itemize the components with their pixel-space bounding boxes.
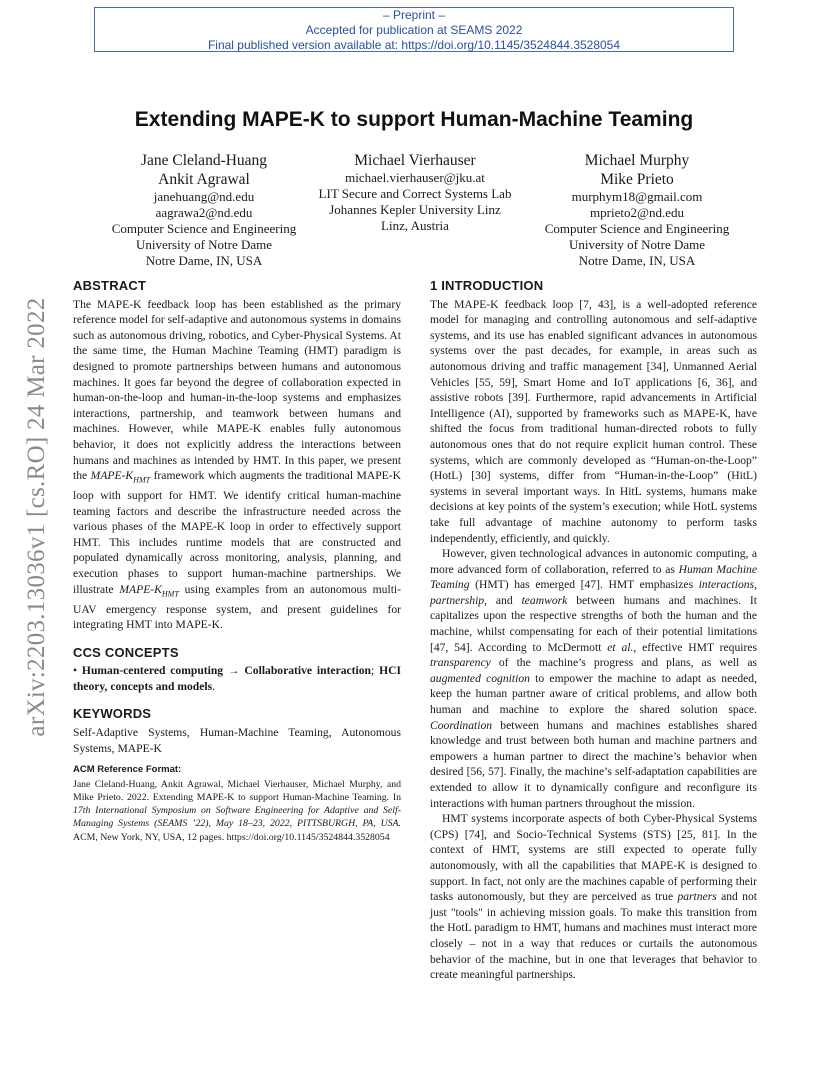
preprint-notice <box>94 7 734 52</box>
arxiv-id[interactable]: arXiv:2203.13036v1 [cs.RO] 24 Mar 2022 <box>23 297 50 737</box>
ccs-heading: CCS CONCEPTS <box>73 644 179 660</box>
author-name: Michael Murphy <box>584 152 690 169</box>
paper-title: Extending MAPE-K to support Human-Machine Teaming <box>134 108 694 131</box>
left-column <box>73 278 401 844</box>
author-name: Michael Vierhauser <box>354 152 476 169</box>
abstract-heading: ABSTRACT <box>73 278 147 293</box>
author-affiliation: University of Notre Dame <box>568 237 706 252</box>
author-name: Ankit Agrawal <box>158 171 250 188</box>
author-affiliation: University of Notre Dame <box>135 237 273 252</box>
acm-reference-text: Jane Cleland-Huang, Ankit Agrawal, Michael Vierhauser, Michael Murphy, and Mike Prieto. 2022. Extending MAPE-K to support Human-Machine Teaming. In 17th International Symposium on Software Engineering for Adaptive and Self-Managing Systems (SEAMS ’22), May 18–23, 2022, PITTSBURGH, PA, USA. ACM, New York, NY, USA, 12 pages. https://doi.org/10.1145/3524844.3528054 <box>73 778 401 843</box>
intro-paragraph-3: HMT systems incorporate aspects of both Cyber-Physical Systems (CPS) [74], and Socio-Technical Systems (STS) [25, 81]. In the context of HMT, systems are still expected to operate fully autonomously, with all the capabilities that MAPE-K is designed to support. In fact, not only are the machines capable of performing their tasks autonomously, but they are perceived as true partners and not just "tools" in achieving mission goals. To make this transition from the HotL paradigm to HMT, humans and machines must interact more closely – not in a way that reduces or curtails the autonomous behavior of the machine, but in one that leverages that behavior to create meaningful partnerships. <box>430 812 757 982</box>
arxiv-watermark <box>22 272 52 762</box>
keywords-text: Self-Adaptive Systems, Human-Machine Teaming, Autonomous Systems, MAPE-K <box>73 726 401 755</box>
author-block-3 <box>517 151 757 269</box>
author-location: Notre Dame, IN, USA <box>578 253 696 268</box>
abstract-text: The MAPE-K feedback loop has been established as the primary reference model for self-adaptive and autonomous systems in domains such as autonomous driving, robotics, and Cyber-Physical Systems. At the same time, the Human Machine Teaming (HMT) paradigm is designed to promote partnerships between humans and autonomous machines. It goes far beyond the degree of collaboration expected in human-on-the-loop and human-in-the-loop systems and emphasizes interactions, partnership, and teamwork between humans and machines. However, while MAPE-K enables fully autonomous behavior, it does not explicitly address the interactions between humans and machines as intended by HMT. In this paper, we present the MAPE-$K_{HMT}$ framework which augments the traditional MAPE-K loop with support for HMT. We identify critical human-machine teaming factors and describe the infrastructure needed across the various phases of the MAPE-K loop in order to effectively support HMT. This includes runtime models that are constructed and populated dynamically across monitoring, analysis, planning, and execution phases to support human-machine partnerships. We illustrate MAPE-$K_{HMT}$ using examples from an autonomous multi-UAV emergency response system, and present guidelines for integrating HMT into MAPE-K. <box>73 297 401 632</box>
preprint-label: – Preprint – <box>382 8 446 22</box>
author-affiliation: Computer Science and Engineering <box>544 221 730 236</box>
acm-reference-heading: ACM Reference Format: <box>73 764 182 776</box>
author-email[interactable]: janehuang@nd.edu <box>153 189 255 204</box>
author-name: Jane Cleland-Huang <box>140 152 268 169</box>
author-block-1 <box>84 151 324 269</box>
author-affiliation: Johannes Kepler University Linz <box>329 202 501 217</box>
author-affiliation: Computer Science and Engineering <box>111 221 297 236</box>
preprint-doi-link[interactable]: Final published version available at: https://doi.org/10.1145/3524844.3528054 <box>207 38 621 52</box>
author-email[interactable]: murphym18@gmail.com <box>571 189 703 204</box>
intro-paragraph-2: However, given technological advances in autonomic computing, a more advanced form of collaboration, referred to as Human Machine Teaming (HMT) has emerged [47]. HMT emphasizes interactions, partnership, and teamwork between humans and machines. It capitalizes upon the respective strengths of both the human and the machine, whilst compensating for each of their potential limitations [47, 54]. According to McDermott et al., effective HMT requires transparency of the machine’s progress and plans, as well as augmented cognition to empower the machine to adapt as needed, keep the human partner aware of critical problems, and allow both human and machine to explore the shared solution space. Coordination between humans and machines establishes shared knowledge and trust between both human and machine partners and empowers a human partner to direct the machine’s behavior when desired [56, 57]. Finally, the machine’s self-adaptation capabilities are extended to allow it to dynamically configure and reconfigure its interactions with human partners throughout the mission. <box>430 547 758 810</box>
keywords-heading: KEYWORDS <box>73 706 152 722</box>
author-block-2 <box>295 151 535 234</box>
author-affiliation: LIT Secure and Correct Systems Lab <box>318 186 512 201</box>
preprint-acceptance: Accepted for publication at SEAMS 2022 <box>305 23 523 37</box>
ccs-concepts: • Human-centered computing → Collaborative interaction; HCI theory, concepts and models. <box>73 664 401 693</box>
author-email[interactable]: mprieto2@nd.edu <box>590 205 684 220</box>
author-location: Linz, Austria <box>381 218 449 233</box>
author-email[interactable]: michael.vierhauser@jku.at <box>345 170 485 185</box>
intro-paragraph-1: The MAPE-K feedback loop [7, 43], is a well-adopted reference model for managing and controlling autonomous and self-adaptive systems, and its use has enabled significant advances in autonomous systems over the past decades, for example, in areas such as autonomous driving and traffic management [34], Unmanned Aerial Vehicles [55, 59], Smart Home and IoT applications [6, 36], and assistive robots [39]. Furthermore, rapid advancements in Artificial Intelligence (AI), supported by frameworks such as MAPE-K, have shifted the focus from traditional human-directed robots to fully autonomous ones that do not require explicit human control. These systems, which are commonly developed as “Human-on-the-Loop” (HotL) [30] systems, differ from “Human-in-the-Loop” (HitL) systems in several important ways. In HitL systems, humans make decisions at key points of the system’s execution; while HotL systems take full advantage of machine autonomy to perform tasks independently, efficiently, and quickly. <box>430 297 757 545</box>
author-email[interactable]: aagrawa2@nd.edu <box>155 205 253 220</box>
right-column <box>430 278 757 983</box>
author-location: Notre Dame, IN, USA <box>145 253 263 268</box>
author-name: Mike Prieto <box>600 171 674 188</box>
introduction-heading: 1 INTRODUCTION <box>430 278 544 293</box>
